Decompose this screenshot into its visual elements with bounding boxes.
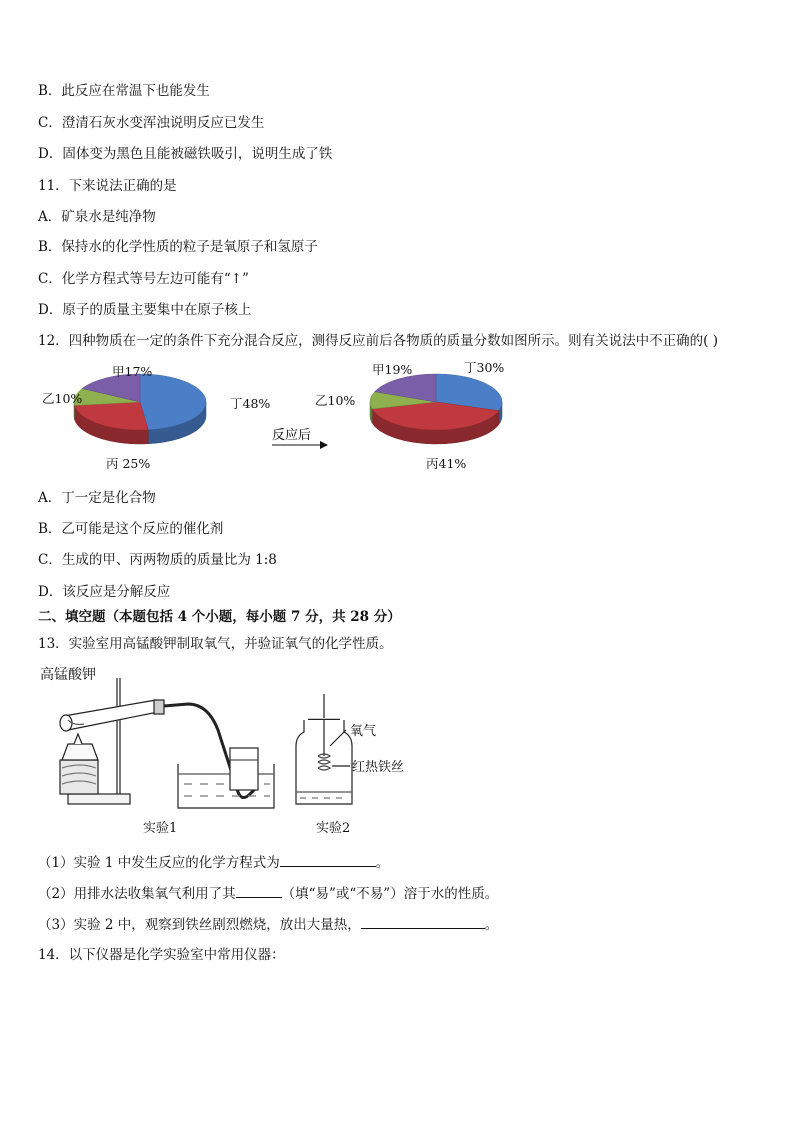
pie-label-丙: 丙 25% bbox=[106, 456, 151, 471]
reaction-arrow-label: 反应后 bbox=[272, 428, 312, 443]
q11-option-d: D．原子的质量主要集中在原子核上 bbox=[38, 302, 252, 318]
apparatus-figure bbox=[38, 660, 438, 840]
q12-option-b: B．乙可能是这个反应的催化剂 bbox=[38, 521, 224, 537]
pie-label-乙: 乙10% bbox=[315, 393, 356, 408]
q12-option-c: C．生成的甲、丙两物质的质量比为 1:8 bbox=[38, 552, 277, 568]
experiment-1-label: 实验1 bbox=[143, 821, 178, 836]
q12-option-d: D．该反应是分解反应 bbox=[38, 584, 171, 600]
q13-part-3-blank[interactable] bbox=[361, 914, 485, 929]
pie-chart-after bbox=[315, 360, 504, 471]
pie-label-甲: 甲19% bbox=[372, 362, 413, 377]
q10-option-c: C．澄清石灰水变浑浊说明反应已发生 bbox=[38, 115, 265, 131]
reagent-label: 高锰酸钾 bbox=[40, 667, 96, 683]
q11-stem: 11．下来说法正确的是 bbox=[38, 178, 177, 194]
q13-part-3-end: 。 bbox=[484, 917, 499, 933]
q13-part-3 bbox=[38, 914, 498, 934]
q13-part-2-blank[interactable] bbox=[236, 883, 282, 898]
q10-option-d: D．固体变为黑色且能被磁铁吸引，说明生成了铁 bbox=[38, 146, 333, 162]
experiment-1-apparatus bbox=[60, 678, 274, 808]
q13-part-3-text: （3）实验 2 中，观察到铁丝剧烈燃烧，放出大量热， bbox=[38, 917, 361, 933]
q11-option-c: C．化学方程式等号左边可能有“↑” bbox=[38, 271, 249, 287]
pie-label-乙: 乙10% bbox=[42, 391, 83, 406]
experiment-2-apparatus bbox=[296, 694, 352, 804]
section-2-heading: 二、填空题（本题包括 4 个小题，每小题 7 分，共 28 分） bbox=[38, 609, 401, 625]
experiment-2-label: 实验2 bbox=[316, 821, 351, 836]
q13-part-2-end: （填“易”或“不易”）溶于水的性质。 bbox=[281, 886, 499, 902]
q14-stem: 14．以下仪器是化学实验室中常用仪器： bbox=[38, 947, 285, 963]
oxygen-label: 氧气 bbox=[350, 724, 377, 739]
pie-label-甲: 甲17% bbox=[112, 364, 153, 379]
q10-option-b: B．此反应在常温下也能发生 bbox=[38, 83, 210, 99]
q13-part-2 bbox=[38, 883, 498, 903]
q13-part-1-blank[interactable] bbox=[280, 852, 376, 867]
q13-part-2-text: （2）用排水法收集氧气利用了其 bbox=[38, 886, 236, 902]
iron-wire-label: 红热铁丝 bbox=[352, 760, 405, 775]
q12-stem: 12．四种物质在一定的条件下充分混合反应，测得反应前后各物质的质量分数如图所示。则有关说法中不正确的( ) bbox=[38, 333, 719, 349]
q13-part-1 bbox=[38, 852, 389, 872]
pie-label-丁: 丁48% bbox=[230, 396, 271, 411]
q13-part-1-end: 。 bbox=[375, 855, 390, 871]
q12-option-a: A．丁一定是化合物 bbox=[38, 490, 156, 506]
pie-label-丙: 丙41% bbox=[426, 456, 467, 471]
reaction-arrow-head bbox=[320, 441, 328, 449]
q13-part-1-text: （1）实验 1 中发生反应的化学方程式为 bbox=[38, 855, 280, 871]
pie-label-丁: 丁30% bbox=[464, 360, 505, 375]
q11-option-b: B．保持水的化学性质的粒子是氧原子和氢原子 bbox=[38, 239, 318, 255]
q11-option-a: A．矿泉水是纯净物 bbox=[38, 209, 156, 225]
pie-chart-before bbox=[42, 364, 270, 471]
pie-charts-figure bbox=[40, 358, 540, 478]
q13-stem: 13．实验室用高锰酸钾制取氧气，并验证氧气的化学性质。 bbox=[38, 636, 393, 652]
